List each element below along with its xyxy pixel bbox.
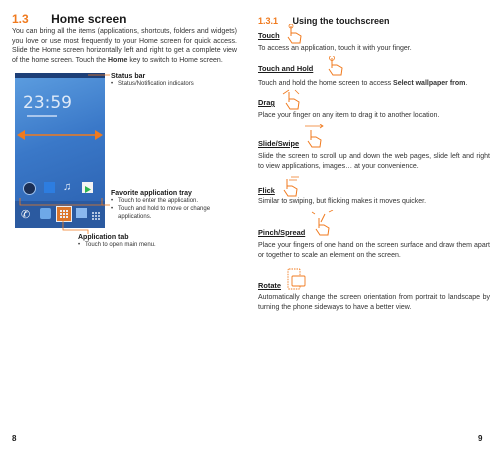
gesture-desc-slide-swipe: Slide the screen to scroll up and down the web pages, slide left and right to view applications, images… at your convenience.	[258, 153, 490, 170]
intro-paragraph: You can bring all the items (applications, shortcuts, folders and widgets) you love or use most frequently to your Home screen for quick access. Slide the Home screen horizontally left and right to get a complete view of the home screen. Touch the Home key to switch to Home screen.	[12, 28, 237, 64]
gesture-title-touch: Touch	[258, 31, 280, 40]
status-bar-callout	[111, 73, 221, 88]
gesture-title-slide-swipe: Slide/Swipe	[258, 139, 300, 148]
section-heading	[258, 11, 390, 29]
section-number: 1.3	[12, 12, 29, 26]
section-title: Home screen	[51, 12, 127, 26]
rotate-phone-icon	[286, 268, 306, 296]
section-heading	[12, 10, 127, 28]
status-bar	[15, 73, 105, 78]
contacts-icon[interactable]	[40, 208, 51, 219]
music-app-icon[interactable]: ♫	[63, 181, 72, 193]
callout-title: Status bar	[111, 73, 146, 80]
callout-title: Application tab	[78, 234, 129, 241]
callout-item: • Touch to enter the application.	[111, 197, 226, 205]
gesture-desc-pinch-spread: Place your fingers of one hand on the screen surface and draw them apart or together to scale an element on the screen.	[258, 242, 490, 259]
gesture-desc-touch-hold: Touch and hold the home screen to access Select wallpaper from.	[258, 80, 468, 87]
right-page	[248, 0, 497, 455]
section-number: 1.3.1	[258, 16, 279, 26]
gesture-desc-rotate: Automatically change the screen orientation from portrait to landscape by turning the phone sideways to have a better view.	[258, 294, 490, 311]
swipe-arrow-icon	[17, 129, 103, 141]
swipe-hand-icon	[303, 124, 325, 148]
gesture-title-pinch-spread: Pinch/Spread	[258, 228, 306, 237]
home-screen-illustration	[15, 73, 105, 228]
callout-item: • Status/Notification indicators	[111, 80, 221, 88]
pinch-hand-icon	[311, 210, 335, 236]
clock-widget: 23:59	[23, 93, 72, 113]
favorite-tray-callout	[111, 190, 226, 221]
app-tab-icon[interactable]	[56, 206, 72, 222]
left-page	[0, 0, 248, 455]
messaging-icon[interactable]	[76, 208, 87, 218]
callout-title: Favorite application tray	[111, 190, 192, 197]
favorites-row	[19, 181, 101, 195]
flick-hand-icon	[279, 175, 301, 197]
gesture-desc-flick: Similar to swiping, but flicking makes it moves quicker.	[258, 198, 427, 205]
gesture-title-rotate: Rotate	[258, 281, 281, 290]
phone-icon[interactable]: ✆	[21, 209, 31, 221]
gesture-title-flick: Flick	[258, 186, 275, 195]
gesture-desc-touch: To access an application, touch it with your finger.	[258, 45, 412, 52]
apps-grid-icon[interactable]	[91, 208, 101, 218]
page-number-left: 8	[12, 434, 17, 443]
callout-item: • Touch to open main menu.	[78, 241, 198, 249]
section-title: Using the touchscreen	[292, 16, 390, 26]
gesture-desc-drag: Place your finger on any item to drag it to another location.	[258, 112, 440, 119]
app-tab-callout	[78, 234, 198, 249]
touch-hold-hand-icon	[327, 56, 345, 76]
drag-hand-icon	[281, 88, 303, 110]
gesture-title-drag: Drag	[258, 98, 275, 107]
touch-hand-icon	[286, 24, 304, 44]
callout-item: • Touch and hold to move or change applications.	[111, 205, 226, 221]
dock	[15, 201, 105, 228]
weather-text	[27, 115, 57, 117]
page-number-right: 9	[478, 434, 483, 443]
gallery-app-icon[interactable]	[44, 182, 55, 193]
play-store-icon[interactable]	[82, 182, 93, 193]
gesture-title-touch-hold: Touch and Hold	[258, 64, 314, 73]
browser-app-icon[interactable]	[23, 182, 36, 195]
